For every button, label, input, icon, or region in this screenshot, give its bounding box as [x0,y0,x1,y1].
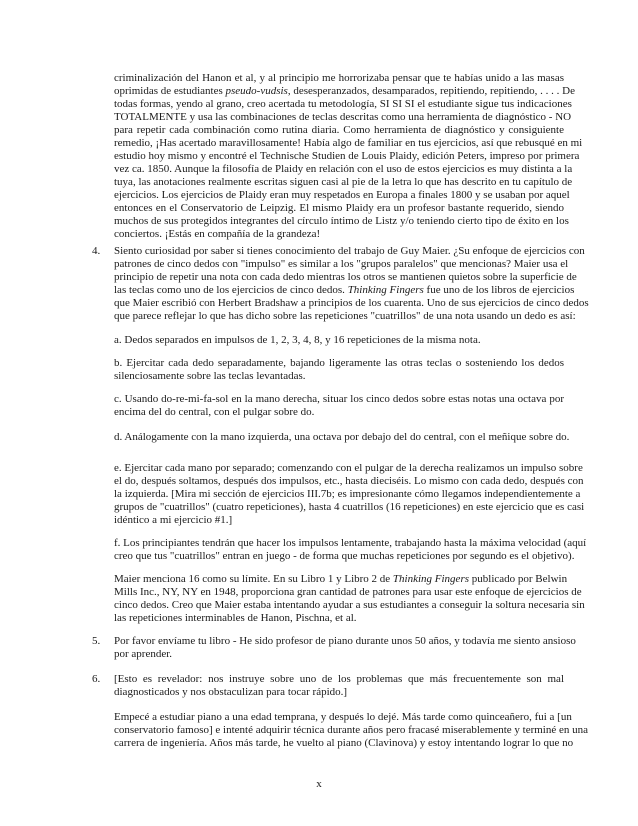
text-line: todas formas, yendo al grano, creo acertada tu metodología, SI SI SI el estudiante sigue tus indicaciones [114,98,572,110]
italic-title: pseudo-vudsis [225,85,288,97]
text-line: grupos de "cuatrillos" (cuatro repeticiones), hasta 4 cuatrillos (16 repeticiones) en este ejercicio que es casi [114,501,585,513]
text-fragment: Maier menciona 16 como su límite. En su Libro 1 y Libro 2 de Thinking Fingers publicado por Belwin [114,573,568,585]
text-line: c. Usando do-re-mi-fa-sol en la mano derecha, situar los cinco dedos sobre estas notas una octava por [114,393,564,405]
text-line: que parece reflejar lo que has dicho sobre las repeticiones "cuatrillos" de una nota usando un dedo es así: [114,310,576,322]
text-line: principio de repetir una nota con cada dedo mientras los otros se mantienen quietos sobre la superficie de [114,271,577,283]
text-line: Empecé a estudiar piano a una edad temprana, y después lo dejé. Más tarde como quinceañero, fui a [un [114,711,572,723]
text-line: entonces en el Conservatorio de Leipzig. El mismo Plaidy era un profesor bastante requerido, siendo [114,202,564,214]
text-line: silenciosamente sobre las teclas levantadas. [114,370,306,382]
text-line: para repetir cada combinación como rutina diaria. Como herramienta de diagnóstico y consiguiente [114,124,564,136]
text-line: Por favor envíame tu libro - He sido profesor de piano durante unos 50 años, y todavía me siento ansioso [114,635,576,647]
text-line: idéntico a mi ejercicio #1.] [114,514,233,526]
text-line: carrera de ingeniería. Años más tarde, he vuelto al piano (Clavinova) y estoy intentando lograr lo que no [114,737,574,749]
text-line: b. Ejercitar cada dedo separadamente, bajando ligeramente las otras teclas o sosteniendo los dedos [114,357,564,369]
text-line: la izquierda. [Mira mi sección de ejercicios III.7b; es impresionante cómo llegamos independientemente a [114,488,581,500]
text-fragment: oprimidas de estudiantes pseudo-vudsis, desesperanzados, desamparados, repitiendo, repitiendo, . . . . De [114,85,575,97]
text-line: por aprender. [114,648,173,660]
text-line: e. Ejercitar cada mano por separado; comenzando con el pulgar de la derecha realizamos un impulso sobre [114,462,583,474]
text-line: encima del do central, con el pulgar sobre do. [114,406,315,418]
text-line: diagnosticados y nos obstaculizan para tocar rápido.] [114,686,348,698]
text-line: el do, después soltamos, después dos impulsos, etc., hasta dieciséis. Lo mismo con cada dedo, después con [114,475,584,487]
text-line: [Esto es revelador: nos instruye sobre uno de los problemas que más frecuentemente son mal [114,673,564,685]
text-line [114,85,575,98]
text-line: f. Los principiantes tendrán que hacer los impulsos lentamente, trabajando hasta la máxima velocidad (aquí [114,537,587,549]
text-line: cinco dedos. Creo que Maier estaba intentando ayudar a sus estudiantes a conseguir la soltura necesaria sin [114,599,585,611]
text-line: Mills Inc., NY, NY en 1948, proporciona gran cantidad de patrones para usar este enfoque de ejercicios de [114,586,582,598]
text-line: Siento curiosidad por saber si tienes conocimiento del trabajo de Guy Maier. ¿Su enfoque de ejercicios con [114,245,585,257]
text-line: creo que tus "cuatrillos" entran en juego - de forma que muchas repeticiones por segundo es el objetivo). [114,550,575,562]
list-number: 6. [92,673,101,685]
text-line: d. Análogamente con la mano izquierda, una octava por debajo del do central, con el meñique sobre do. [114,431,570,443]
text-line: las repeticiones interminables de Hanon, Pischna, et al. [114,612,357,624]
text-line: conciertos. ¡Estás en compañía de la grandeza! [114,228,321,240]
text-line: criminalización del Hanon et al, y al principio me horrorizaba pensar que te habías unido a las masas [114,72,564,84]
text-line: patrones de cinco dedos con "impulso" es similar a los "grupos paralelos" que mencionas? Maier usa el [114,258,569,270]
text-line: vez ca. 1850. Aunque la filosofía de Plaidy en relación con el uso de estos ejercicios es muy distinta a la [114,163,573,175]
text-line: estudio hoy mismo y encontré el Technische Studien de Louis Plaidy, edición Peters, impreso por primera [114,150,580,162]
text-line: muchos de sus protegidos integrantes del círculo íntimo de Listz y/o teniendo cierto tipo de éxito en los [114,215,569,227]
text-line [114,284,575,297]
text-line: a. Dedos separados en impulsos de 1, 2, 3, 4, 8, y 16 repeticiones de la misma nota. [114,334,481,346]
list-number: 5. [92,635,101,647]
italic-title: Thinking Fingers [392,573,470,585]
text-line: ejercicios. Los ejercicios de Plaidy eran muy respetados en Europa a finales 1800 y se usaban por aquel [114,189,570,201]
italic-title: Thinking Fingers [347,284,424,296]
text-line: conservatorio famoso] e intenté adquirir técnica durante años pero fracasé miserablemente y terminé en una [114,724,589,736]
text-line: remedio, ¡Has acertado maravillosamente! Había algo de familiar en tus ejercicios, así que rebusqué en mi [114,137,583,149]
text-line: tuya, las anotaciones realmente escritas siguen casi al pie de la letra lo que has descrito en tu capítulo de [114,176,573,188]
text-line: que Maier escribió con Herbert Bradshaw a principios de los cuarenta. Uno de sus ejercicios de cinco dedos [114,297,589,309]
text-line [114,573,568,586]
page-number: x [316,778,322,790]
list-number: 4. [92,245,101,257]
text-fragment: las teclas como uno de los ejercicios de cinco dedos. Thinking Fingers fue uno de los libros de ejercicios [114,284,575,296]
text-line: TOTALMENTE y usa las combinaciones de teclas descritas como una herramienta de diagnóstico - NO [114,111,572,123]
